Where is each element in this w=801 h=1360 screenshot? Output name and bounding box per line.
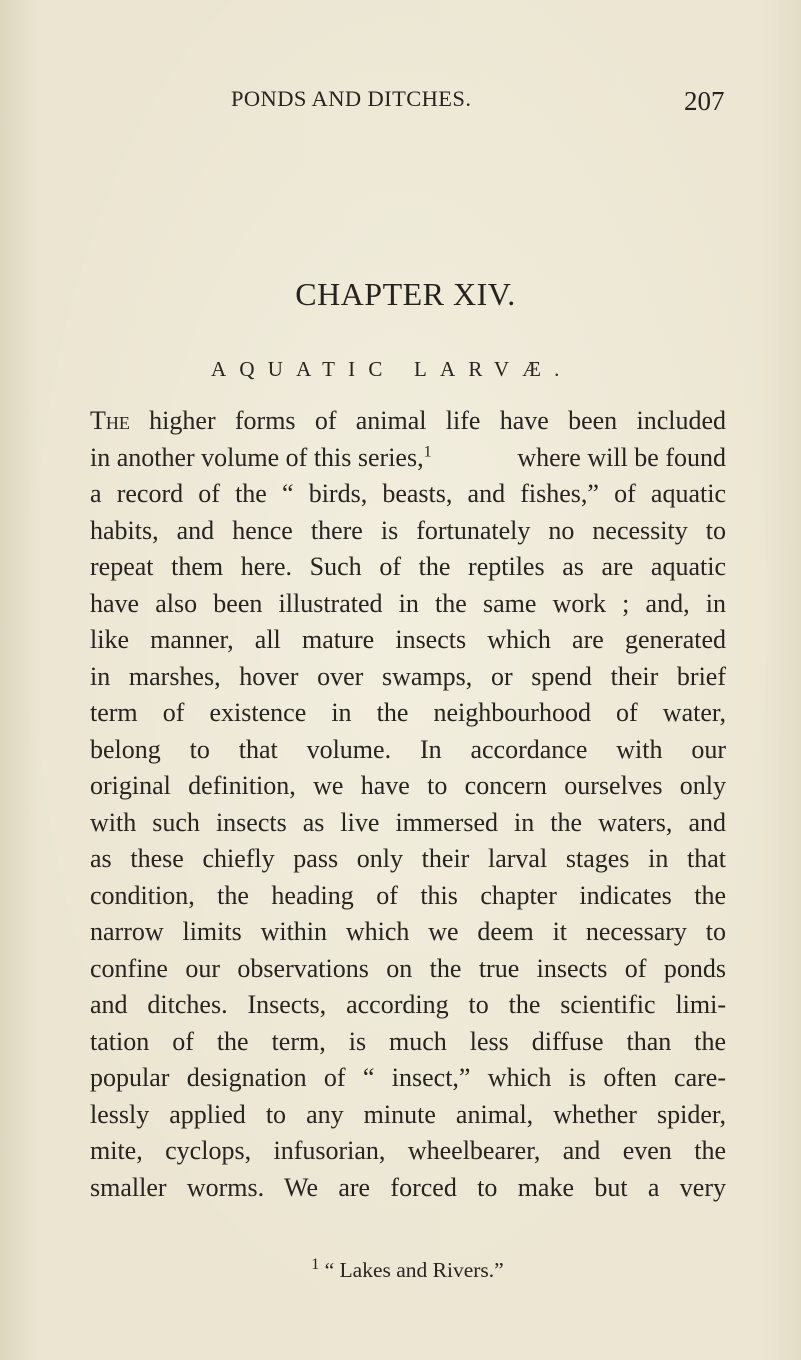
footnote-reference: 1 [423,442,432,460]
footnote-marker: 1 [311,1255,320,1273]
text-line: confine our observations on the true insects of ponds [90,953,726,983]
text-line: popular designation of “ insect,” which is often care- [90,1063,726,1092]
text-line: habits, and hence there is fortunately no necessity to [90,515,726,545]
running-title: PONDS AND DITCHES. [231,86,472,111]
footnote [0,1255,801,1283]
text-line: The higher forms of animal life have been included [90,406,726,435]
text-line: tation of the term, is much less diffuse than the [90,1026,726,1056]
text-line: with such insects as live immersed in the waters, and [90,807,726,837]
paragraph-first-word: The [90,406,130,435]
chapter-title: CHAPTER XIV. [295,276,516,312]
text-line: in marshes, hover over swamps, or spend their brief [90,661,726,691]
chapter-subtitle: AQUATIC LARVÆ. [211,357,573,381]
text-line: belong to that volume. In accordance with our [90,734,726,764]
text-line: narrow limits within which we deem it necessary to [90,917,726,946]
text-line: repeat them here. Such of the reptiles as are aquatic [90,552,726,581]
text-line: in another volume of this series,$^1$ where will be found [90,442,726,472]
page-number: 207 [684,86,725,116]
text-line: smaller worms. We are forced to make but a very [90,1172,726,1202]
footnote-text: “ Lakes and Rivers.” [324,1258,504,1282]
text-line: original definition, we have to concern ourselves only [90,771,726,800]
text-line: condition, the heading of this chapter indicates the [90,880,726,910]
text-line: like manner, all mature insects which are generated [90,625,726,654]
text-line: and ditches. Insects, according to the scientific limi- [90,990,726,1019]
text-line: a record of the “ birds, beasts, and fishes,” of aquatic [90,479,726,508]
text-line: have also been illustrated in the same work ; and, in [90,588,726,618]
text-line: lessly applied to any minute animal, whether spider, [90,1099,726,1129]
text-line: term of existence in the neighbourhood of water, [90,698,726,727]
running-head [0,86,801,120]
body-paragraph [90,403,726,1206]
text-line: as these chiefly pass only their larval stages in that [90,844,726,873]
text-line: mite, cyclops, infusorian, wheelbearer, and even the [90,1136,726,1165]
